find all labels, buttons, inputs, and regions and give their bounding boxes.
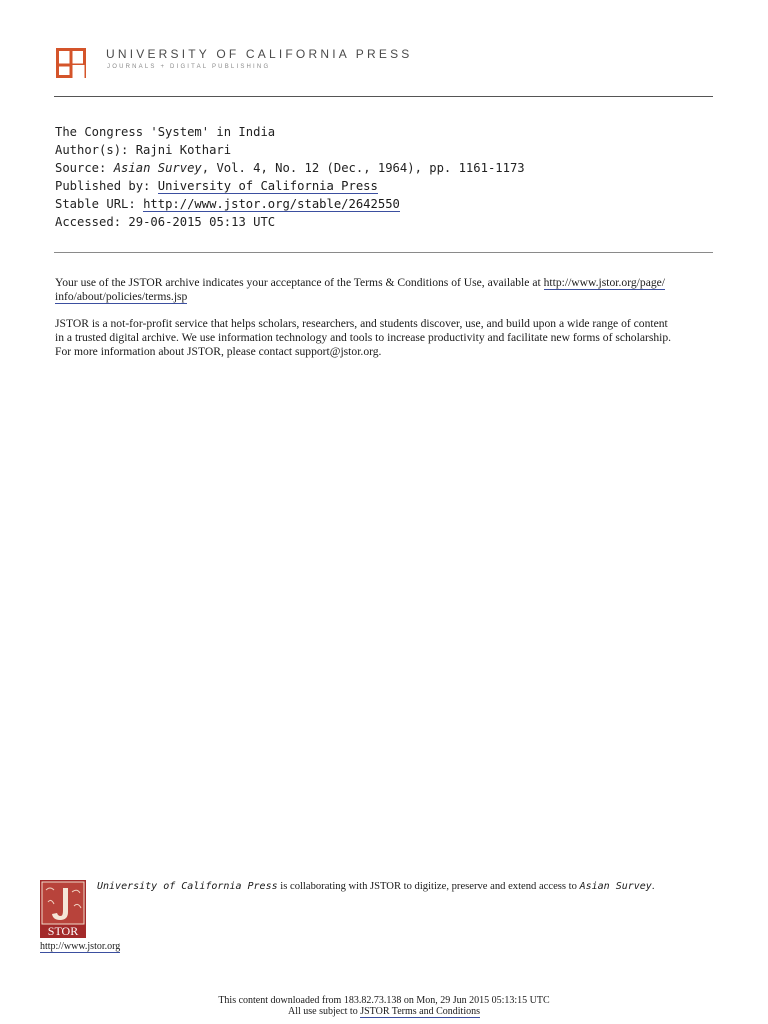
stable-url-link[interactable]: http://www.jstor.org/stable/2642550 [143, 197, 400, 211]
terms-text: Your use of the JSTOR archive indicates your acceptance of the Terms & Conditions of Use, available at [55, 276, 544, 289]
authors-value: Rajni Kothari [135, 143, 232, 157]
jstor-url [40, 941, 120, 952]
source-label: Source: [55, 161, 107, 175]
terms-link-part1[interactable]: http://www.jstor.org/page/ [543, 276, 665, 289]
publisher-link[interactable]: University of California Press [157, 179, 378, 193]
accessed-label: Accessed: [55, 215, 122, 229]
download-notice: This content downloaded from 183.82.73.138 on Mon, 29 Jun 2015 05:13:15 UTC [218, 995, 550, 1006]
terms-paragraph [55, 276, 715, 305]
jstor-url-link[interactable]: http://www.jstor.org [40, 941, 121, 952]
middle-divider [54, 252, 713, 253]
publisher-tagline: JOURNALS + DIGITAL PUBLISHING [107, 64, 271, 70]
source-line [55, 159, 525, 177]
citation-block [55, 123, 525, 231]
jstor-info-paragraph [55, 317, 715, 360]
source-details: , Vol. 4, No. 12 (Dec., 1964), pp. 1161-1173 [201, 161, 525, 175]
collab-publisher: University of California Press [97, 881, 278, 892]
terms-section [55, 276, 715, 371]
terms-link-part2[interactable]: info/about/policies/terms.jsp [55, 290, 188, 304]
terms-notice [0, 1006, 768, 1017]
authors-label: Author(s): [55, 143, 129, 157]
published-label: Published by: [55, 179, 151, 193]
published-line [55, 177, 525, 195]
accessed-value: 29-06-2015 05:13 UTC [128, 215, 276, 229]
accessed-line [55, 213, 525, 231]
publisher-name: UNIVERSITY OF CALIFORNIA PRESS [106, 47, 413, 61]
jstor-info-line-3: For more information about JSTOR, please contact support@jstor.org. [55, 345, 382, 359]
stable-url-label: Stable URL: [55, 197, 136, 211]
terms-notice-prefix: All use subject to [288, 1006, 361, 1017]
authors-line [55, 141, 525, 159]
stable-url-line [55, 195, 525, 213]
collab-journal: Asian Survey [579, 881, 652, 892]
article-title: The Congress 'System' in India [55, 125, 276, 139]
collab-end: . [651, 881, 655, 892]
top-divider [54, 96, 713, 97]
jstor-info-line-1: JSTOR is a not-for-profit service that helps scholars, researchers, and students discover, use, and build upon a wide range of content [55, 316, 668, 330]
jstor-terms-link[interactable]: JSTOR Terms and Conditions [360, 1006, 480, 1017]
source-journal: Asian Survey [113, 161, 202, 175]
jstor-info-line-2: in a trusted digital archive. We use information technology and tools to increase productivity and facilitate new forms of scholarship. [55, 330, 672, 344]
jstor-logo-text: STOR [47, 924, 79, 938]
university-of-california-press-logo [56, 48, 86, 78]
jstor-logo [40, 880, 86, 938]
collab-text: is collaborating with JSTOR to digitize, preserve and extend access to [277, 881, 580, 892]
collaboration-statement [97, 881, 654, 892]
